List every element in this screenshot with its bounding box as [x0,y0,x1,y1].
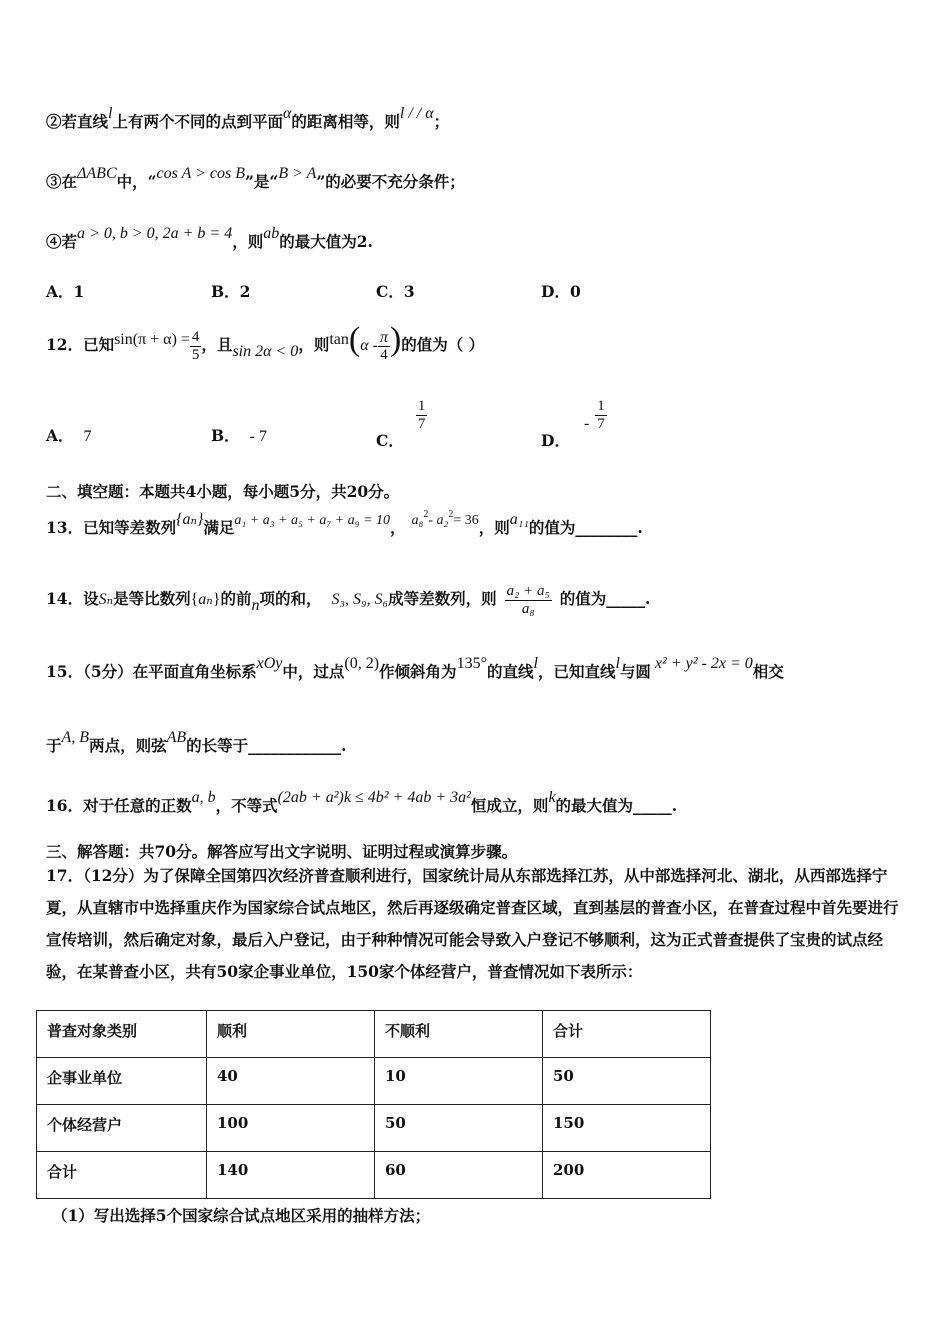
text: 的最大值为_____. [555,796,678,815]
text: ”是“ [244,172,279,191]
option-value: - 7 [249,428,267,445]
math: l [108,105,113,122]
text: ； [433,112,450,131]
section-2-heading: 二、填空题：本题共4小题，每小题5分，共20分。 [46,482,400,501]
option-key: A． [46,282,74,301]
math: (2ab + a²)k ≤ 4b² + 4ab + 3a² [277,789,471,806]
table-header-cell: 顺利 [207,1011,375,1058]
table-cell: 合计 [37,1152,207,1199]
math: x² + y² - 2x = 0 [654,655,753,672]
option-key: D． [541,282,570,301]
text: ②若直线 [46,112,109,131]
text: 是等比数列 [113,589,191,608]
survey-table [36,1010,711,1199]
question-14 [46,574,650,625]
text: ，已知直线 [537,662,616,681]
denominator: 4 [380,346,388,363]
text: ，则 [478,518,510,537]
text: 13．已知等差数列 [46,518,177,537]
table-row [37,1105,711,1152]
text: 与圆 [619,662,651,681]
brace-close: } [212,591,221,608]
text: 两点，则弦 [89,736,167,755]
text: 满足 [203,518,235,537]
math: ΔABC [77,165,117,182]
table-cell: 40 [207,1058,375,1105]
table-cell: 150 [543,1105,711,1152]
section-3-heading: 三、解答题：共70分。解答应写出文字说明、证明过程或演算步骤。 [46,842,518,861]
table-row [37,1058,711,1105]
math: - a₂ [428,513,449,528]
math: S₃, S₉, S₆ [331,591,389,608]
text: ③在 [46,172,78,191]
math: l / / α [399,105,434,122]
numerator: a₂ + a₅ [506,582,550,599]
text: ，则 [298,335,330,354]
text: 的值为（ ） [401,335,485,354]
q11-option-b [211,280,250,302]
denominator: 7 [417,416,426,432]
fraction [378,329,390,364]
text: 16．对于任意的正数 [46,796,192,815]
q11-option-c [376,280,415,302]
text: 上有两个不同的点到平面 [112,112,283,131]
statement-4 [46,225,373,253]
text: 的前 [220,589,252,608]
question-12 [46,318,484,368]
brace-open: { [190,591,199,608]
math: ab [263,225,280,242]
q11-option-a [46,280,84,302]
math: 2 [448,509,454,520]
math: n [251,597,260,614]
table-cell: 10 [375,1058,543,1105]
table-header-cell: 普查对象类别 [37,1011,207,1058]
text: 的长等于____________. [186,736,347,755]
text: ④若 [46,232,78,251]
fraction [505,583,552,618]
text: 于 [46,736,62,755]
math: 135° [456,655,487,672]
math: a > 0, b > 0, 2a + b = 4 [77,225,233,242]
option-value: 7 [83,428,92,445]
text: ， [389,518,406,537]
table-cell: 企事业单位 [37,1058,207,1105]
numerator: 1 [597,398,605,414]
math: xOy [256,655,283,672]
numerator: 1 [417,398,426,414]
paren-close: ) [389,321,402,358]
option-key: C． [376,430,404,450]
math: tan [329,331,349,348]
denominator: a₈ [521,600,535,617]
question-13 [46,509,643,541]
text: 14．设 [46,589,99,608]
question-17-part-1: （1）写出选择5个国家综合试点地区采用的抽样方法； [52,1206,431,1225]
text: ，不等式 [215,796,278,815]
q12-option-d [541,398,607,450]
text: 的直线 [486,662,534,681]
math: (0, 2) [344,655,380,672]
table-header-row [37,1011,711,1058]
math: a₁ + a₃ + a₅ + a₇ + a₉ = 10 [234,513,390,528]
q12-option-b [211,424,267,446]
math: Sₙ [98,591,114,608]
math: sin 2α < 0 [232,343,299,360]
option-key: C． [376,282,404,301]
fraction [190,329,202,364]
q12-option-c [376,398,427,450]
option-value: 1 [73,282,85,301]
text: ，则 [232,232,264,251]
table-cell: 100 [207,1105,375,1152]
minus-sign: - [583,414,590,432]
option-key: B． [211,282,240,301]
fraction [595,398,607,433]
math: B > A [278,165,317,182]
math: cos A > cos B [156,165,245,182]
table-cell: 200 [543,1152,711,1199]
question-17-text: 17．（12分）为了保障全国第四次经济普查顺利进行，国家统计局从东部选择江苏，从中部选择河北、湖北，从西部选择宁夏，从直辖市中选择重庆作为国家综合试点地区，然后再逐级确定普查区域，直到基层的普查小区，在普查过程中首先要进行宣传培训，然后确定对象，最后入户登记，由于种种情况可能会导致入户登记不够顺利，这为正式普查提供了宝贵的试点经验，在某普查小区，共有50家企事业单位，150家个体经营户，普查情况如下表所示： [46,866,899,981]
text: ，且 [201,335,233,354]
text: 作倾斜角为 [379,662,457,681]
text: 恒成立，则 [470,796,549,815]
option-key: A． [46,426,74,445]
math: l [615,655,620,672]
text: 的最大值为2. [279,232,373,251]
text: 项的和， [259,589,322,608]
table-cell: 140 [207,1152,375,1199]
text: 12．已知 [46,335,115,354]
math: k [548,789,556,806]
paren-open: ( [348,321,361,358]
text: 的距离相等，则 [291,112,400,131]
text: 中，“ [116,172,157,191]
option-key: D． [541,430,570,450]
table-row [37,1152,711,1199]
math: l [533,655,538,672]
text: 的值为________. [528,518,643,537]
q11-option-d [541,280,581,302]
numerator: π [379,328,388,346]
math: aₙ [198,591,213,608]
option-value: 2 [239,282,251,301]
table-cell: 50 [543,1058,711,1105]
math: sin(π + α) = [114,331,190,348]
math: AB [166,729,187,746]
math: = 36 [453,513,479,528]
fraction [416,398,428,433]
math: {aₙ} [176,511,204,528]
option-value: 3 [403,282,415,301]
option-value: 0 [569,282,581,301]
text: 成等差数列，则 [388,589,497,608]
denominator: 7 [597,416,605,432]
table-cell: 50 [375,1105,543,1152]
math: 2 [423,509,429,520]
q12-option-a [46,424,92,446]
text: ”的必要不充分条件； [316,172,465,191]
math: α [282,105,292,122]
math: a₈ [411,513,424,528]
text: 15．（5分）在平面直角坐标系 [46,662,257,681]
table-header-cell: 不顺利 [375,1011,543,1058]
table-cell: 60 [375,1152,543,1199]
option-key: B． [211,426,240,445]
text: 中，过点 [282,662,345,681]
text: 相交 [752,662,784,681]
statement-2 [46,105,450,133]
question-15-cont [46,729,347,757]
numerator: 4 [191,328,200,345]
table-header-cell: 合计 [543,1011,711,1058]
question-15 [46,655,784,683]
math: α - [360,337,378,354]
math: a₁₁ [509,511,529,528]
text: 的值为_____. [559,589,651,608]
denominator: 5 [191,346,200,363]
math: A, B [61,729,90,746]
statement-3 [46,165,465,193]
question-16 [46,789,678,817]
math: a, b [191,789,216,806]
table-cell: 个体经营户 [37,1105,207,1152]
